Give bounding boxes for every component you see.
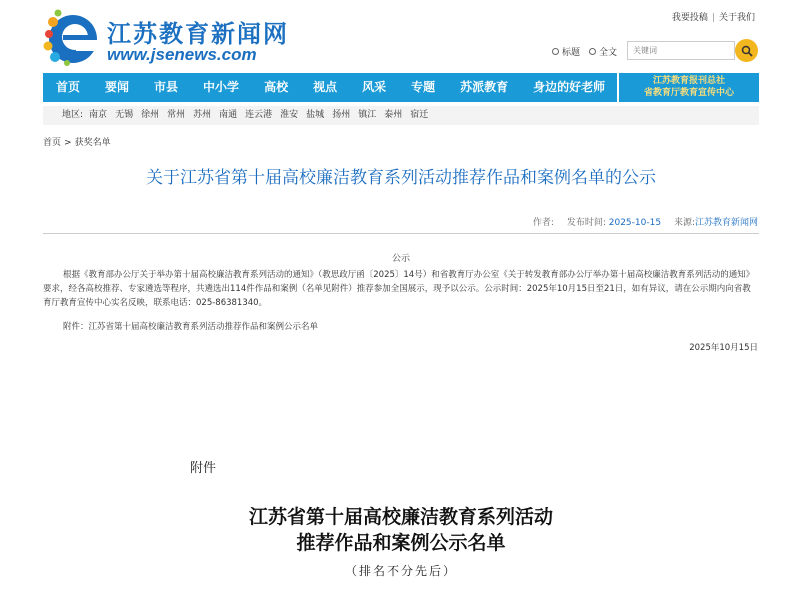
attachment-line: 附件：江苏省第十届高校廉洁教育系列活动推荐作品和案例公示名单 xyxy=(63,322,319,332)
region-city-link[interactable]: 宿迁 xyxy=(410,110,429,120)
region-bar xyxy=(43,106,759,125)
region-city-link[interactable]: 连云港 xyxy=(245,110,273,120)
region-city-link[interactable]: 无锡 xyxy=(115,110,134,120)
top-links xyxy=(672,10,755,23)
radio-icon xyxy=(589,48,596,55)
nav-items xyxy=(43,73,617,102)
publish-time: 2025-10-15 xyxy=(608,218,662,228)
nav-banner[interactable]: 江苏教育报刊总社 省教育厅教育宣传中心 xyxy=(617,73,759,102)
search-option-fulltext[interactable]: 全文 xyxy=(589,45,617,58)
nav-item[interactable]: 身边的好老师 xyxy=(533,80,606,94)
breadcrumb-home[interactable]: 首页 xyxy=(43,138,62,148)
search-button[interactable] xyxy=(735,39,758,62)
nav-item[interactable]: 风采 xyxy=(362,80,387,94)
region-city-link[interactable]: 镇江 xyxy=(358,110,377,120)
site-logo[interactable] xyxy=(43,8,303,66)
region-city-link[interactable]: 常州 xyxy=(167,110,186,120)
nav-item[interactable]: 中小学 xyxy=(203,80,240,94)
nav-item[interactable]: 高校 xyxy=(264,80,289,94)
breadcrumb-current[interactable]: 获奖名单 xyxy=(74,138,111,148)
search-input[interactable] xyxy=(627,41,735,60)
divider: | xyxy=(711,13,715,23)
nav-item[interactable]: 市县 xyxy=(154,80,179,94)
breadcrumb: 首页 > 获奖名单 xyxy=(43,138,111,148)
notice-heading: 公示 xyxy=(391,254,410,264)
site-name-cn: 江苏教育新闻网 xyxy=(107,19,289,48)
region-city-link[interactable]: 南京 xyxy=(89,110,108,120)
about-link[interactable]: 关于我们 xyxy=(718,13,755,23)
article-title: 关于江苏省第十届高校廉洁教育系列活动推荐作品和案例名单的公示 xyxy=(146,168,656,188)
source-label: 来源: xyxy=(673,218,695,228)
document-title: 江苏省第十届高校廉洁教育系列活动 推荐作品和案例公示名单 xyxy=(248,506,553,554)
search-bar xyxy=(552,39,758,63)
submit-link[interactable]: 我要投稿 xyxy=(671,13,708,23)
region-city-link[interactable]: 徐州 xyxy=(141,110,160,120)
nav-item[interactable]: 视点 xyxy=(313,80,338,94)
region-label: 地区: xyxy=(62,110,84,120)
region-city-link[interactable]: 泰州 xyxy=(384,110,403,120)
radio-icon xyxy=(552,48,559,55)
source-link[interactable]: 江苏教育新闻网 xyxy=(694,218,758,228)
nav-item[interactable]: 要闻 xyxy=(105,80,130,94)
main-nav xyxy=(43,73,759,102)
search-option-title[interactable]: 标题 xyxy=(552,45,580,58)
divider xyxy=(43,233,759,234)
author-label: 作者: xyxy=(532,218,554,228)
region-city-link[interactable]: 南通 xyxy=(219,110,238,120)
region-city-link[interactable]: 淮安 xyxy=(280,110,299,120)
site-name-en: www.jsenews.com xyxy=(107,45,257,64)
region-city-link[interactable]: 扬州 xyxy=(332,110,351,120)
document-subtitle: （排名不分先后） xyxy=(344,564,457,578)
article-date: 2025年10月15日 xyxy=(689,343,758,353)
search-icon xyxy=(741,45,753,57)
logo-e-icon xyxy=(43,8,101,66)
article-body: 根据《教育部办公厅关于举办第十届高校廉洁教育系列活动的通知》（教思政厅函〔2025〕14号）和省教育厅办公室《关于转发教育部办公厅举办第十届高校廉洁教育系列活动的通知》要求，经各高校推荐、专家遴选等程序，共遴选出114件作品和案例（名单见附件）推荐参加全国展示，现予以公示。公示时间：2025年10月15日至21日，如有异议，请在公示期内向省教育厅教育宣传中心实名反映，联系电话：025-86381340。 xyxy=(43,270,755,308)
publish-time-label: 发布时间: xyxy=(566,218,606,228)
nav-item[interactable]: 首页 xyxy=(56,80,81,94)
article-meta xyxy=(533,215,758,228)
document-attach-label: 附件 xyxy=(190,461,217,476)
nav-item[interactable]: 苏派教育 xyxy=(460,80,509,94)
region-city-link[interactable]: 苏州 xyxy=(193,110,212,120)
nav-item[interactable]: 专题 xyxy=(411,80,436,94)
region-city-link[interactable]: 盐城 xyxy=(306,110,325,120)
